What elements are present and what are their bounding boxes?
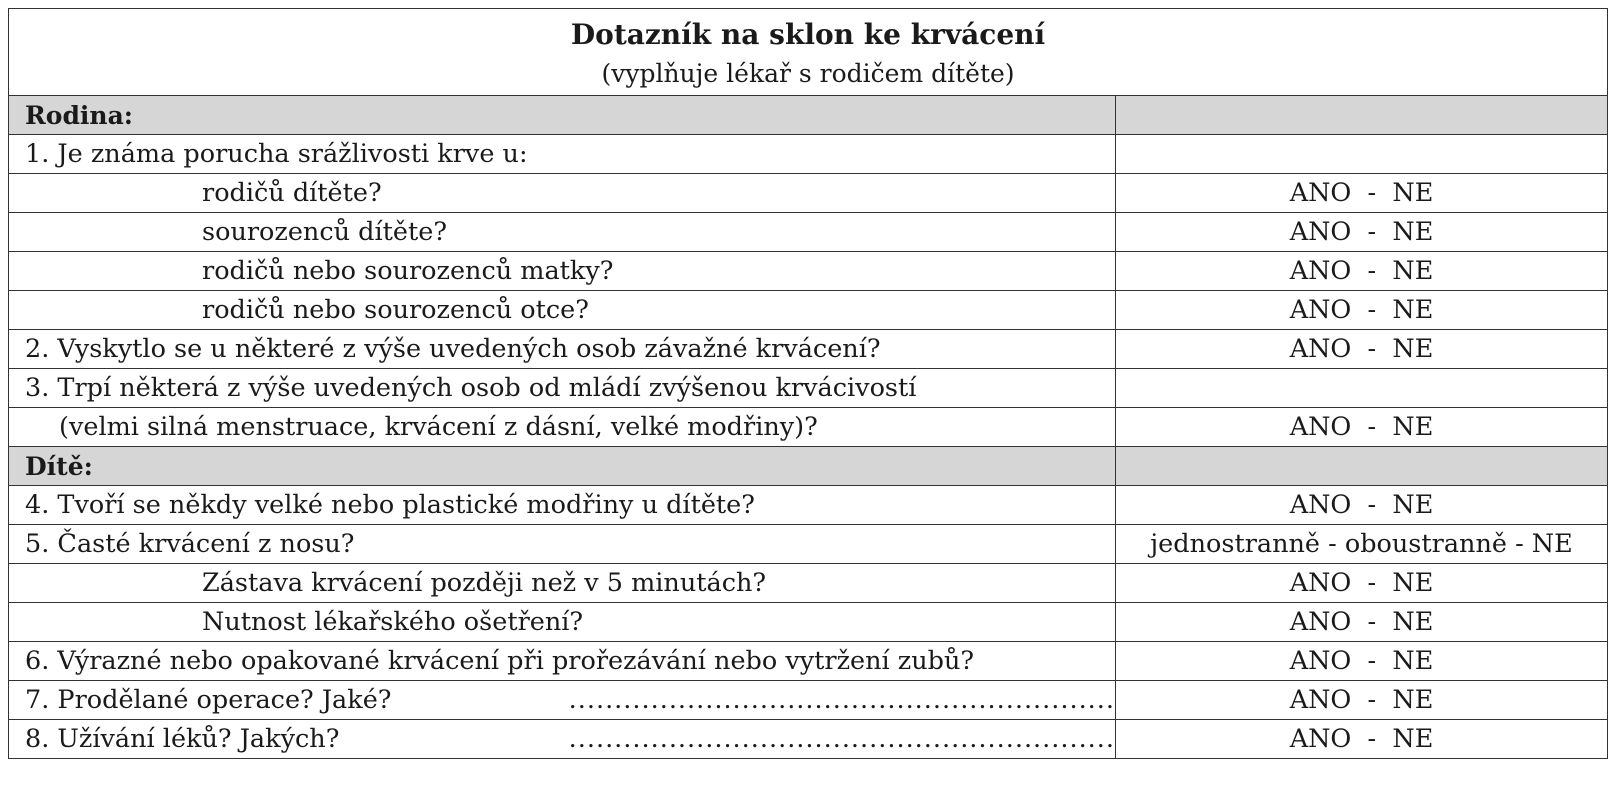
question-2: 2. Vyskytlo se u některé z výše uvedených osob závažné krvácení? [9,330,1116,369]
question-row [9,720,1608,759]
question-row [9,486,1608,525]
question-row [9,369,1608,408]
question-1c: rodičů nebo sourozenců matky? [9,252,1116,291]
answer-1b[interactable]: ANO - NE [1116,213,1608,252]
title-row [9,9,1608,96]
question-row [9,135,1608,174]
section-child-blank [1116,447,1608,486]
form-title: Dotazník na sklon ke krvácení [570,18,1046,51]
question-1b: sourozenců dítěte? [9,213,1116,252]
question-row [9,408,1608,447]
question-row [9,252,1608,291]
section-family-row [9,96,1608,135]
answer-3[interactable]: ANO - NE [1116,408,1608,447]
question-row [9,174,1608,213]
question-5b: Nutnost lékařského ošetření? [9,603,1116,642]
section-family-label: Rodina: [9,96,1116,135]
question-8-cell [9,720,1116,759]
question-7: 7. Prodělané operace? Jaké? [25,685,392,715]
answer-5[interactable]: jednostranně - oboustranně - NE [1116,525,1608,564]
answer-1a[interactable]: ANO - NE [1116,174,1608,213]
section-child-row [9,447,1608,486]
title-cell [9,9,1608,96]
answer-6[interactable]: ANO - NE [1116,642,1608,681]
question-row [9,213,1608,252]
answer-2[interactable]: ANO - NE [1116,330,1608,369]
question-row [9,681,1608,720]
question-3: 3. Trpí některá z výše uvedených osob od mládí zvýšenou krvácivostí [9,369,1116,408]
question-1d: rodičů nebo sourozenců otce? [9,291,1116,330]
question-7-line [9,685,1115,715]
question-row [9,291,1608,330]
bleeding-questionnaire [8,8,1607,759]
form-subtitle: (vyplňuje lékař s rodičem dítěte) [601,59,1015,88]
answer-blank [1116,369,1608,408]
question-3-continued: (velmi silná menstruace, krvácení z dásní, velké modřiny)? [9,408,1116,447]
section-child-label: Dítě: [9,447,1116,486]
question-8-line [9,724,1115,754]
answer-1d[interactable]: ANO - NE [1116,291,1608,330]
questionnaire-table [8,8,1608,759]
answer-7[interactable]: ANO - NE [1116,681,1608,720]
question-4: 4. Tvoří se někdy velké nebo plastické modřiny u dítěte? [9,486,1116,525]
answer-blank [1116,135,1608,174]
answer-4[interactable]: ANO - NE [1116,486,1608,525]
question-6: 6. Výrazné nebo opakované krvácení při prořezávání nebo vytržení zubů? [9,642,1116,681]
question-row [9,564,1608,603]
question-1: 1. Je známa porucha srážlivosti krve u: [9,135,1116,174]
answer-8[interactable]: ANO - NE [1116,720,1608,759]
section-family-blank [1116,96,1608,135]
question-5: 5. Časté krvácení z nosu? [9,525,1116,564]
medications-fill-line[interactable]: ............................................................ [568,724,1115,754]
question-row [9,525,1608,564]
answer-1c[interactable]: ANO - NE [1116,252,1608,291]
question-row [9,642,1608,681]
answer-5a[interactable]: ANO - NE [1116,564,1608,603]
answer-5b[interactable]: ANO - NE [1116,603,1608,642]
question-5a: Zástava krvácení později než v 5 minutách? [9,564,1116,603]
operations-fill-line[interactable]: ............................................................ [568,685,1115,715]
question-8: 8. Užívání léků? Jakých? [25,724,340,754]
question-row [9,603,1608,642]
question-7-cell [9,681,1116,720]
question-row [9,330,1608,369]
question-1a: rodičů dítěte? [9,174,1116,213]
